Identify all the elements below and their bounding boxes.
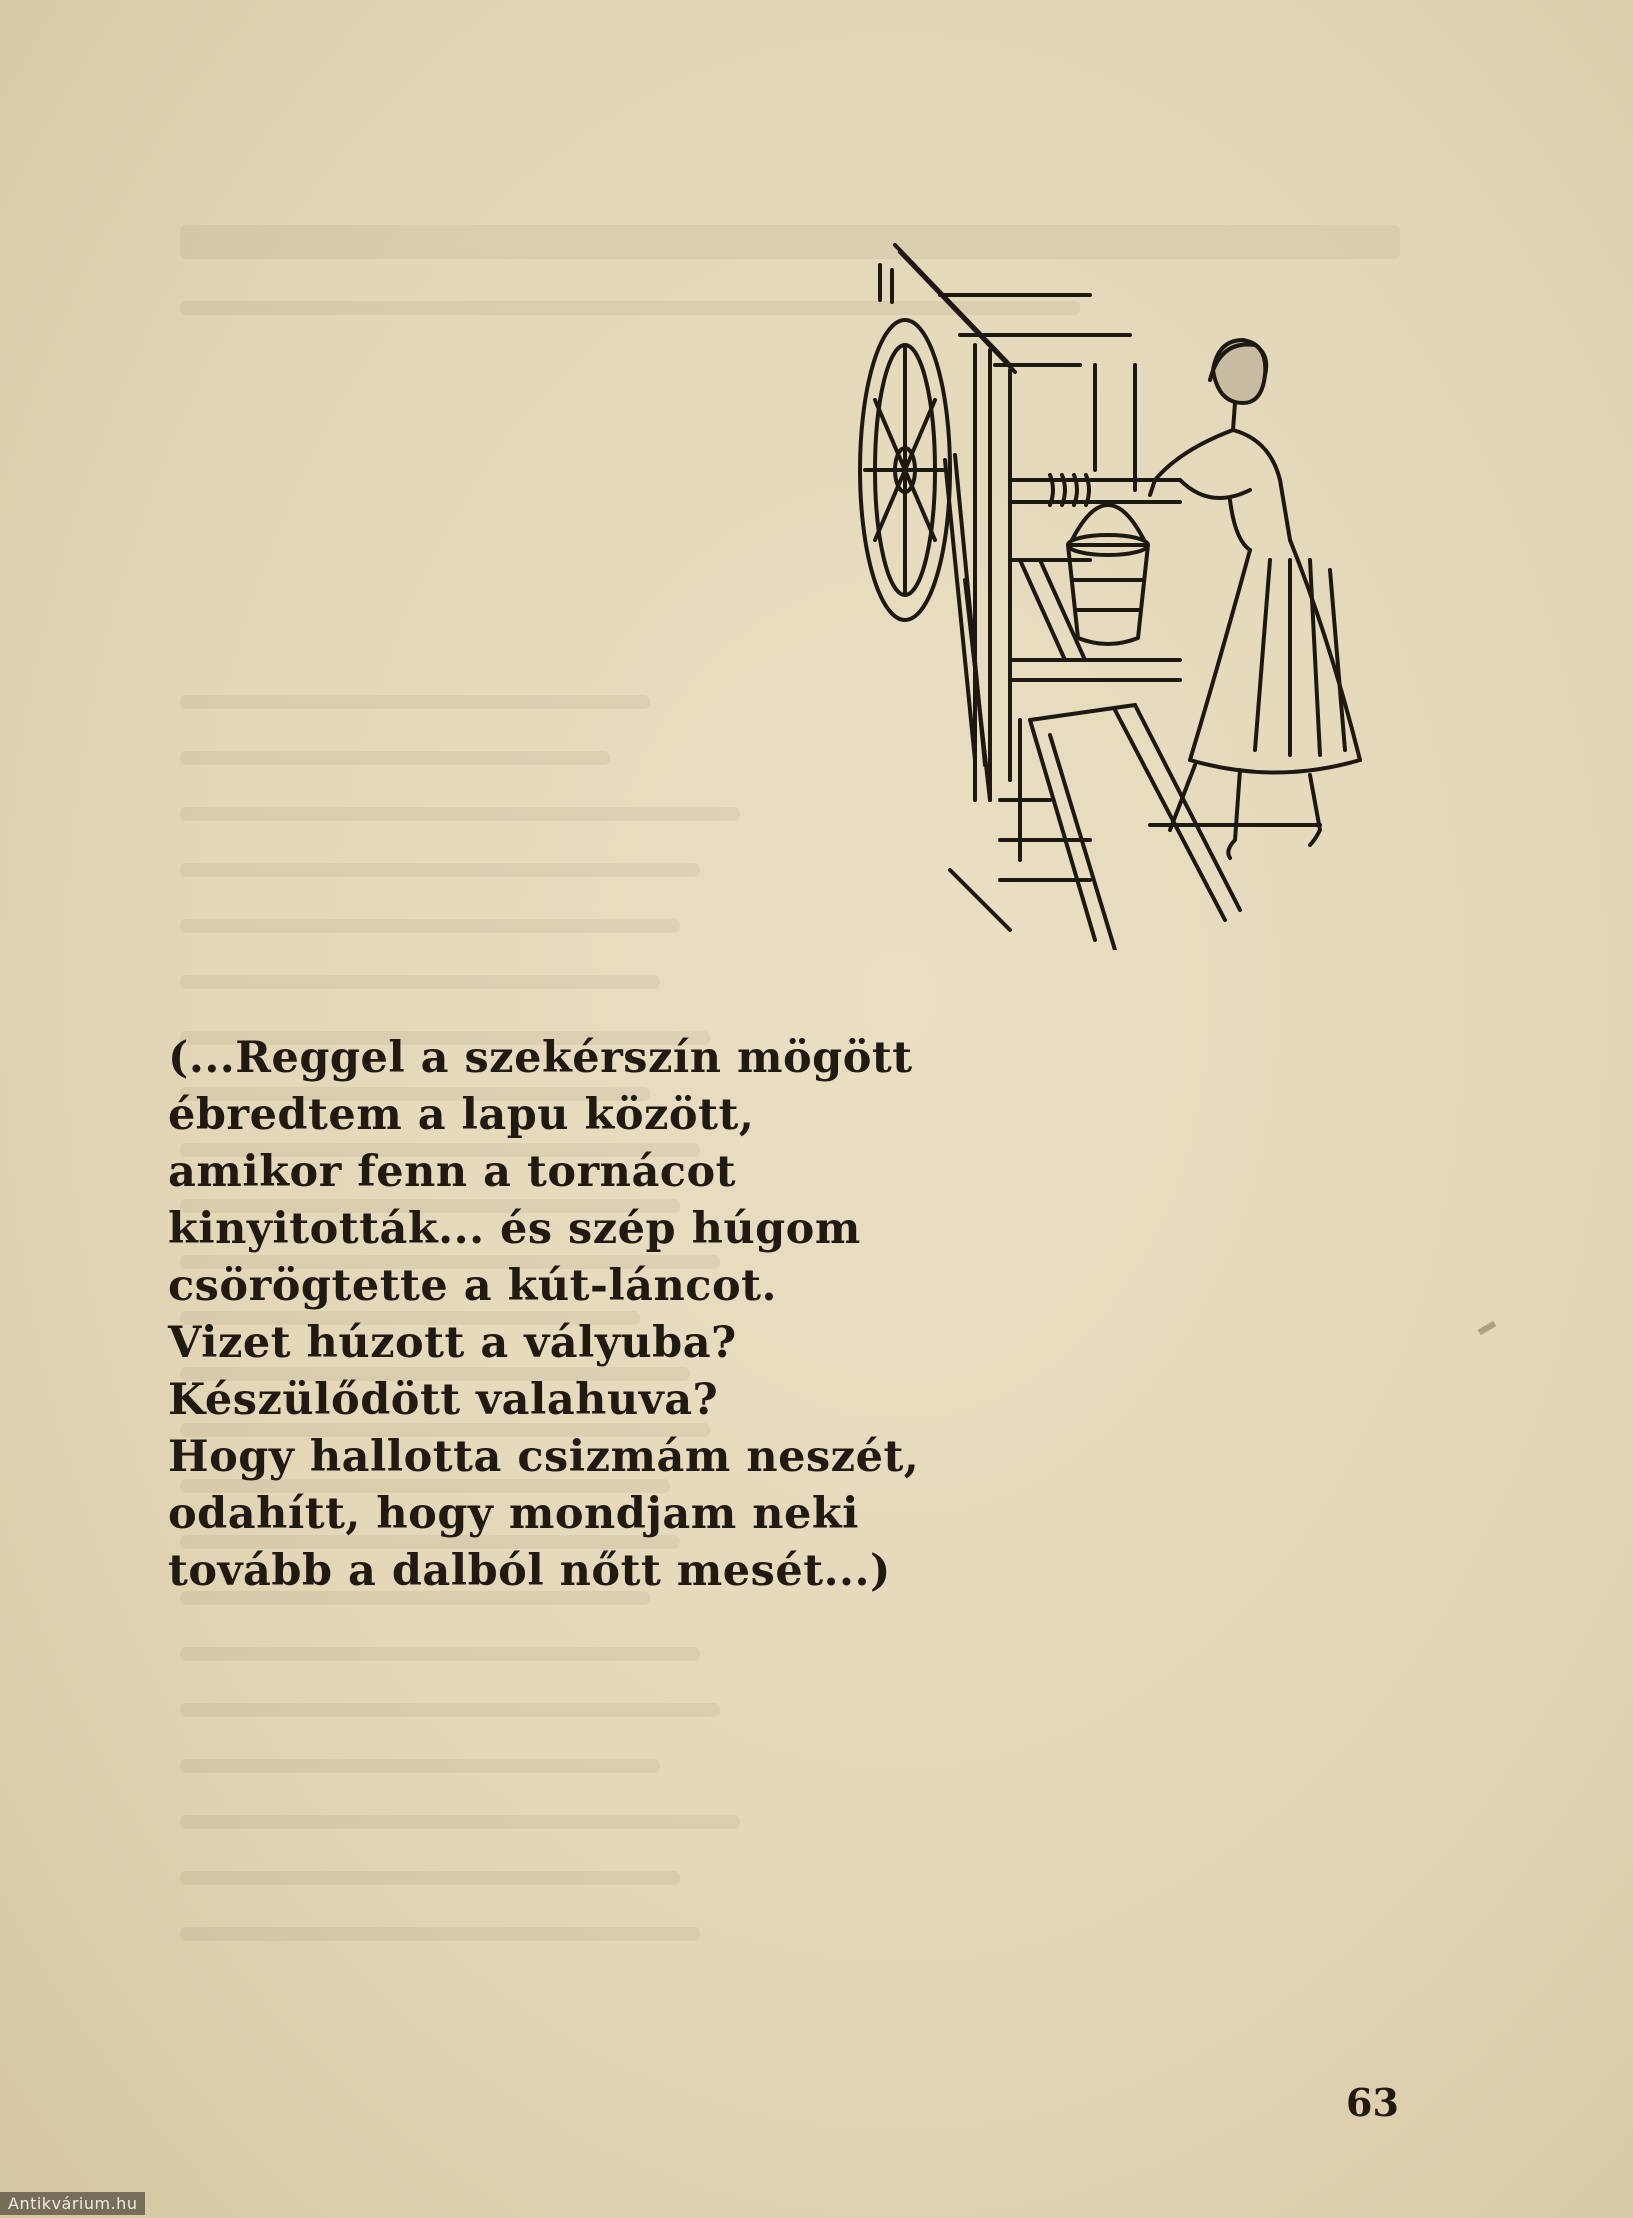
- watermark: Antikvárium.hu: [0, 2192, 145, 2215]
- trough: [1000, 705, 1240, 950]
- poem-line: (...Reggel a szekérszín mögött: [168, 1033, 913, 1083]
- poem-line: Hogy hallotta csizmám neszét,: [168, 1432, 920, 1482]
- shed-posts: [945, 345, 1135, 800]
- ink-speck: [1478, 1321, 1497, 1335]
- poem-line: odahítt, hogy mondjam neki: [168, 1489, 859, 1539]
- woman-at-well-illustration: [850, 240, 1390, 950]
- poem-line: csörögtette a kút-láncot.: [168, 1261, 777, 1311]
- roof: [895, 245, 1130, 372]
- well-winch: [1010, 475, 1180, 680]
- poem-line: ébredtem a lapu között,: [168, 1090, 755, 1140]
- poem-text: [168, 1030, 1068, 1600]
- poem-line: amikor fenn a tornácot: [168, 1147, 737, 1197]
- poem-line: tovább a dalból nőtt mesét...): [168, 1546, 891, 1596]
- page-number: 63: [1346, 2080, 1399, 2125]
- bucket-icon: [1068, 505, 1148, 644]
- poem-line: Vizet húzott a vályuba?: [168, 1318, 737, 1368]
- woman-figure: [1150, 340, 1360, 858]
- poem-line: Készülődött valahuva?: [168, 1375, 719, 1425]
- wagon-wheel: [860, 265, 950, 620]
- poem-line: kinyitották... és szép húgom: [168, 1204, 861, 1254]
